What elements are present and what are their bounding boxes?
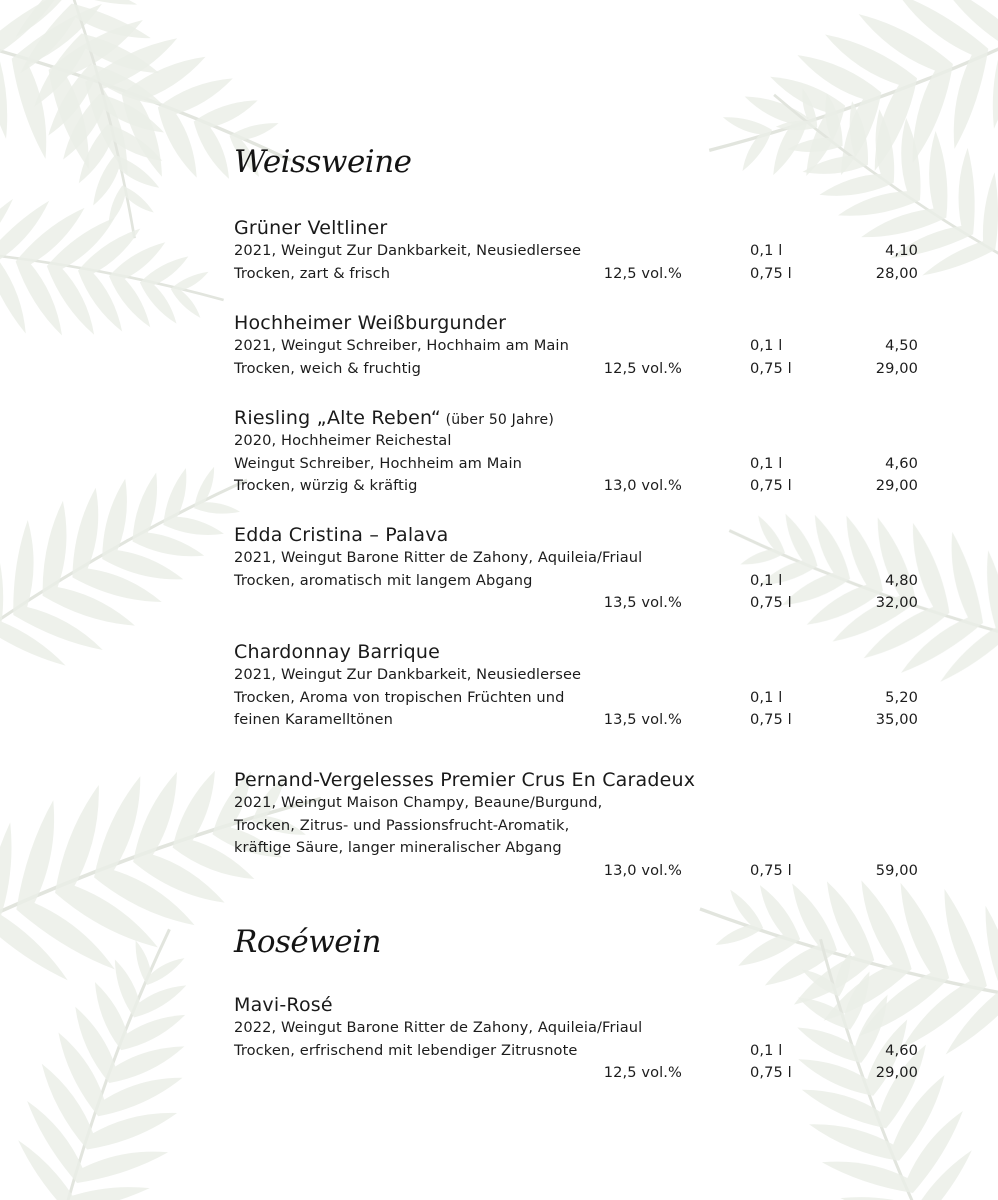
wine-description: Weingut Schreiber, Hochheim am Main [234,454,522,472]
wine-item [234,768,924,882]
wine-item [234,216,924,285]
wine-item [234,523,924,615]
wine-description: Trocken, erfrischend mit lebendiger Zitrusnote [234,1041,578,1059]
volume: 0,75 l [750,711,792,728]
wine-name [234,406,924,430]
wine-name-note: (über 50 Jahre) [440,412,554,428]
wine-description: Trocken, würzig & kräftig [234,477,418,494]
price: 29,00 [875,359,918,377]
alcohol-content: 13,0 vol.% [603,861,682,879]
wine-line [234,453,924,476]
price: 28,00 [875,264,918,282]
alcohol-content: 12,5 vol.% [603,359,682,377]
wine-line [234,263,924,286]
wine-description: 2021, Weingut Barone Ritter de Zahony, Aquileia/Friaul [234,549,643,566]
wine-description: Trocken, aromatisch mit langem Abgang [234,571,533,589]
wine-line [234,592,924,615]
wine-line [234,430,924,453]
volume: 0,1 l [750,688,783,706]
wine-line [234,335,924,358]
wine-description: 2022, Weingut Barone Ritter de Zahony, Aquileia/Friaul [234,1019,643,1036]
wine-description: Trocken, Zitrus- und Passionsfrucht-Aromatik, [234,816,570,834]
wine-item [234,311,924,380]
wine-line [234,709,924,732]
alcohol-content: 13,5 vol.% [603,594,682,611]
wine-description: 2021, Weingut Maison Champy, Beaune/Burgund, [234,794,603,811]
wine-description: 2021, Weingut Zur Dankbarkeit, Neusiedlersee [234,242,582,259]
wine-line [234,240,924,263]
wine-description: feinen Karamelltönen [234,711,393,728]
wine-line [234,860,924,883]
wine-line [234,664,924,687]
price: 5,20 [885,688,918,706]
wine-line [234,358,924,381]
price: 4,50 [885,337,918,354]
wine-description: 2021, Weingut Zur Dankbarkeit, Neusiedlersee [234,666,582,683]
alcohol-content: 13,5 vol.% [603,711,682,728]
price: 4,10 [885,242,918,259]
alcohol-content: 12,5 vol.% [603,1064,682,1081]
wine-line [234,1040,924,1063]
wine-description: 2020, Hochheimer Reichestal [234,432,452,449]
wine-line [234,570,924,593]
wine-description: kräftige Säure, langer mineralischer Abgang [234,839,562,856]
wine-line [234,687,924,710]
wine-line [234,475,924,498]
wine-line [234,1017,924,1040]
wine-name: Edda Cristina – Palava [234,524,449,546]
wine-line [234,837,924,860]
wine-line [234,1062,924,1085]
wine-item [234,640,924,732]
wine-item [234,993,924,1085]
wine-name: Mavi-Rosé [234,994,333,1016]
price: 29,00 [875,1064,918,1081]
volume: 0,75 l [750,264,792,282]
wine-line [234,792,924,815]
price: 32,00 [875,594,918,611]
volume: 0,1 l [750,1041,783,1059]
volume: 0,75 l [750,359,792,377]
volume: 0,1 l [750,454,783,472]
wine-description: Trocken, Aroma von tropischen Früchten und [234,688,565,706]
wine-line [234,815,924,838]
wine-name: Grüner Veltliner [234,217,388,239]
alcohol-content: 13,0 vol.% [603,477,682,494]
wine-description: Trocken, weich & fruchtig [234,359,421,377]
section-title-weissweine: Weissweine [234,144,412,180]
wine-name-text: Riesling „Alte Reben“ [234,407,441,429]
volume: 0,75 l [750,594,792,611]
price: 4,60 [885,1041,918,1059]
volume: 0,1 l [750,571,783,589]
section-title-rosewein: Roséwein [234,924,382,960]
volume: 0,75 l [750,1064,792,1081]
wine-description: Trocken, zart & frisch [234,264,391,282]
wine-name: Chardonnay Barrique [234,641,440,663]
alcohol-content: 12,5 vol.% [603,264,682,282]
wine-description: 2021, Weingut Schreiber, Hochhaim am Main [234,337,569,354]
price: 4,80 [885,571,918,589]
wine-name: Hochheimer Weißburgunder [234,312,507,334]
volume: 0,1 l [750,242,783,259]
wine-name: Pernand-Vergelesses Premier Crus En Caradeux [234,769,696,791]
price: 35,00 [875,711,918,728]
wine-line [234,547,924,570]
wine-item [234,406,924,498]
volume: 0,1 l [750,337,783,354]
price: 59,00 [875,861,918,879]
price: 29,00 [875,477,918,494]
price: 4,60 [885,454,918,472]
volume: 0,75 l [750,477,792,494]
volume: 0,75 l [750,861,792,879]
